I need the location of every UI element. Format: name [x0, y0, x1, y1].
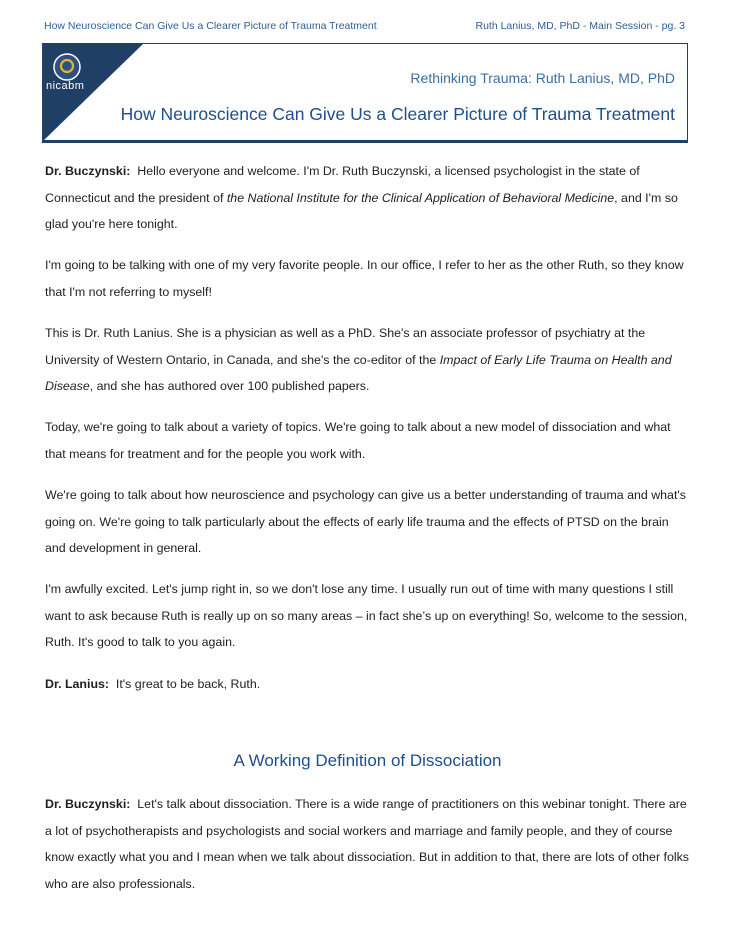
- paragraph-text: , and she has authored over 100 published papers.: [89, 379, 370, 394]
- paragraph-text: This is Dr. Ruth Lanius. She is a physician as well as a PhD. She's an associate professor of psychiatry at the University of Western Ontario, in Canada, and she's the co-editor of the: [45, 325, 646, 367]
- paragraph-text: Let's talk about dissociation. There is a wide range of practitioners on this webinar tonight. There are a lot of psychotherapists and psychologists and social workers and marriage and family people, and they of course know exactly what you and I mean when we talk about dissociation. But in addition to that, there are lots of other folks who are also professionals.: [45, 797, 689, 891]
- paragraph-text: Hello everyone and welcome. I'm Dr. Ruth Buczynski, a licensed psychologist in the state of Connecticut and the president of: [45, 164, 640, 205]
- speaker-label: Dr. Lanius:: [45, 676, 110, 691]
- institute-name: the National Institute for the Clinical Application of Behavioral Medicine: [226, 190, 615, 205]
- title-banner: [42, 43, 688, 143]
- paragraph-4: Today, we're going to talk about a variety of topics. We're going to talk about a new model of dissociation and what that means for treatment and for the people you work with.: [45, 420, 671, 461]
- paragraph-7: [45, 671, 690, 698]
- paragraph-6: I'm awfully excited. Let's jump right in, so we don't lose any time. I usually run out of time with many questions I still want to ask because Ruth is really up on so many areas – in fact she’s up on everything! So, welcome to the session, Ruth. It's good to talk to you again.: [45, 582, 688, 650]
- paragraph-text: , and I'm so glad you're here tonight.: [45, 190, 678, 232]
- nicabm-logo-icon: [50, 52, 84, 82]
- running-header: [44, 20, 685, 32]
- section-heading: A Working Definition of Dissociation: [233, 751, 502, 771]
- paragraph-1: [45, 158, 690, 238]
- speaker-label: Dr. Buczynski:: [45, 797, 131, 812]
- paragraph-text: It's great to be back, Ruth.: [115, 676, 261, 691]
- running-header-title: How Neuroscience Can Give Us a Clearer Picture of Trauma Treatment: [44, 20, 377, 32]
- document-title: How Neuroscience Can Give Us a Clearer Picture of Trauma Treatment: [120, 104, 675, 124]
- paragraph-2: I'm going to be talking with one of my very favorite people. In our office, I refer to her as the other Ruth, so they know that I'm not referring to myself!: [45, 258, 684, 299]
- paragraph-3: [45, 320, 690, 400]
- transcript-body: [45, 158, 690, 912]
- speaker-label: Dr. Buczynski:: [45, 164, 131, 178]
- running-header-page: Ruth Lanius, MD, PhD - Main Session - pg. 3: [475, 20, 685, 32]
- logo-text: nicabm: [46, 80, 85, 92]
- book-title: Impact of Early Life Trauma on Health and Disease: [45, 352, 672, 394]
- paragraph-5: We're going to talk about how neuroscience and psychology can give us a better understanding of trauma and what's going on. We're going to talk particularly about the effects of early life trauma and the effects of PTSD on the brain and development in general.: [45, 487, 686, 556]
- section-paragraph: [45, 791, 690, 897]
- banner-subtitle: Rethinking Trauma: Ruth Lanius, MD, PhD: [410, 70, 675, 86]
